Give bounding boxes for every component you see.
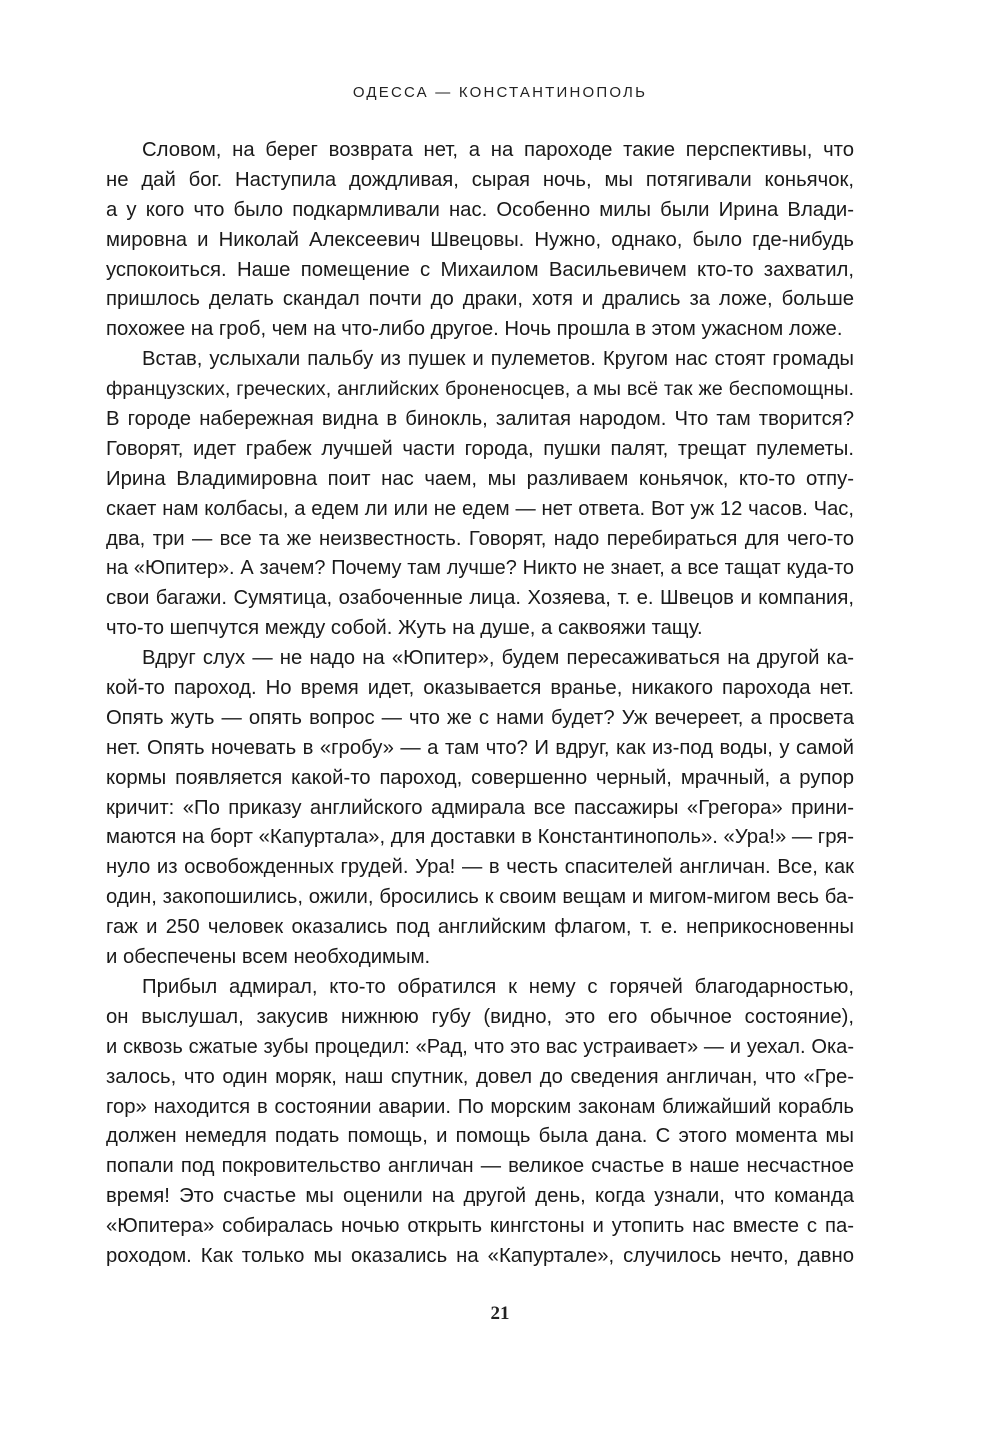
text-line: Встав, услыхали пальбу из пушек и пулеметов. Кругом нас стоят громады (142, 348, 854, 371)
text-line: а у кого что было подкармливали нас. Особенно милы были Ирина Влади- (106, 198, 854, 221)
text-line: «Юпитера» собиралась ночью открыть кингстоны и утопить нас вместе с па- (106, 1215, 854, 1238)
paragraph (106, 345, 854, 644)
text-line: Ирина Владимировна поит нас чаем, мы разливаем коньячок, кто-то отпу- (106, 467, 854, 490)
text-line: Опять жуть — опять вопрос — что же с нами будет? Уж вечереет, а просвета (106, 706, 854, 729)
text-line: попали под покровительство англичан — великое счастье в наше несчастное (106, 1155, 854, 1178)
text-line: один, закопошились, ожили, бросились к своим вещам и мигом-мигом весь ба- (106, 886, 854, 909)
text-line: должен немедля подать помощь, и помощь была дана. С этого момента мы (106, 1125, 854, 1148)
paragraph (106, 973, 854, 1272)
text-line: гор» находится в состоянии аварии. По морским законам ближайший корабль (106, 1095, 854, 1118)
text-line: Прибыл адмирал, кто-то обратился к нему с горячей благодарностью, (142, 975, 854, 998)
text-line: кормы появляется какой-то пароход, совершенно черный, мрачный, а рупор (106, 766, 854, 789)
text-line: и обеспечены всем необходимым. (106, 946, 431, 969)
text-line: Словом, на берег возврата нет, а на пароходе такие перспективы, что (142, 139, 854, 161)
text-line: мировна и Николай Алексеевич Швецовы. Нужно, однако, было где-нибудь (106, 228, 854, 251)
text-line: он выслушал, закусив нижнюю губу (видно, это его обычное состояние), (106, 1005, 854, 1028)
text-line: не дай бог. Наступила дождливая, сырая ночь, мы потягивали коньячок, (106, 168, 854, 191)
text-line: на «Юпитер». А зачем? Почему там лучше? Никто не знает, а все тащат куда-то (106, 557, 854, 580)
text-line: Вдруг слух — не надо на «Юпитер», будем пересаживаться на другой ка- (142, 647, 854, 670)
text-line: время! Это счастье мы оценили на другой день, когда узнали, что команда (106, 1185, 854, 1208)
text-line: успокоиться. Наше помещение с Михаилом Васильевичем кто-то захватил, (106, 258, 854, 281)
text-line: роходом. Как только мы оказались на «Капуртале», случилось нечто, давно (106, 1244, 854, 1267)
text-line: залось, что один моряк, наш спутник, довел до сведения англичан, что «Гре- (106, 1065, 854, 1088)
text-line: два, три — все та же неизвестность. Говорят, надо перебираться для чего-то (106, 527, 854, 550)
text-line: пришлось делать скандал почти до драки, хотя и дрались за ложе, больше (106, 288, 854, 311)
text-line: и сквозь сжатые зубы процедил: «Рад, что это вас устраивает» — и уехал. Ока- (106, 1035, 854, 1058)
paragraph (106, 136, 854, 345)
text-line: кой-то пароход. Но время идет, оказывается вранье, никакого парохода нет. (106, 677, 854, 700)
running-head: ОДЕССА — КОНСТАНТИНОПОЛЬ (352, 84, 648, 101)
text-line: Говорят, идет грабеж лучшей части города, пушки палят, трещат пулеметы. (106, 437, 854, 460)
text-line: нуло из освобожденных грудей. Ура! — в честь спасителей англичан. Все, как (106, 856, 854, 879)
text-line: свои багажи. Сумятица, озабоченные лица. Хозяева, т. е. Швецов и компания, (106, 587, 854, 610)
text-line: нет. Опять ночевать в «гробу» — а там что? И вдруг, как из-под воды, у самой (106, 736, 854, 759)
text-line: гаж и 250 человек оказались под английским флагом, т. е. неприкосновенны (106, 916, 854, 939)
text-line: маются на борт «Капуртала», для доставки в Константинополь». «Ура!» — гря- (106, 826, 854, 849)
text-line: В городе набережная видна в бинокль, залитая народом. Что там творится? (106, 408, 854, 431)
text-line: французских, греческих, английских броненосцев, а мы всё так же беспомощны. (106, 378, 854, 401)
page-number: 21 (490, 1303, 510, 1324)
paragraph (106, 644, 854, 973)
body-text (106, 136, 854, 1272)
text-line: кричит: «По приказу английского адмирала все пассажиры «Грегора» прини- (106, 796, 854, 819)
text-line: что-то шепчутся между собой. Жуть на душе, а саквояжи тащу. (106, 617, 703, 640)
text-line: скает нам колбасы, а едем ли или не едем — нет ответа. Вот уж 12 часов. Час, (106, 497, 854, 520)
text-line: похожее на гроб, чем на что-либо другое. Ночь прошла в этом ужасном ложе. (106, 318, 843, 341)
